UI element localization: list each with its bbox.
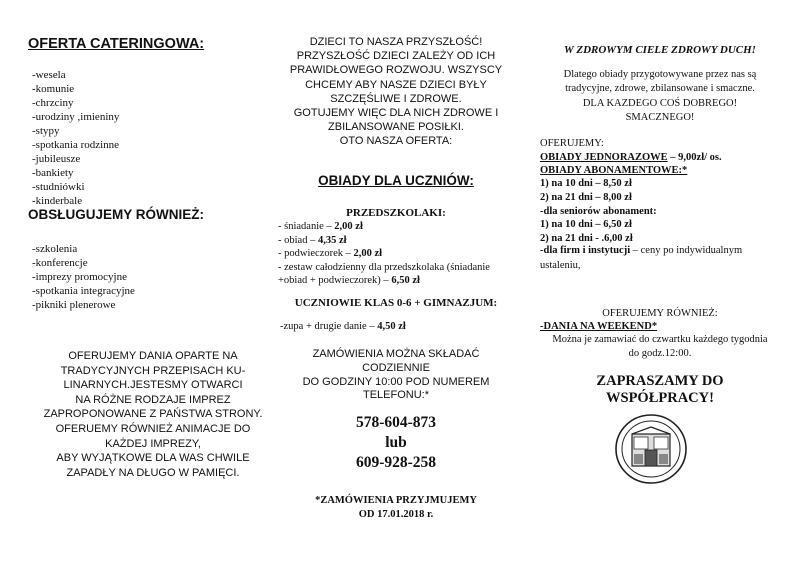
order-line: CODZIENNIE [362, 361, 430, 374]
preschool-item-price: 4,35 zł [317, 234, 347, 246]
subscription-item: 2) na 21 dni – 8,00 zł [540, 192, 632, 203]
occasion-item: -kinderbale [32, 195, 83, 207]
paragraph-line: KAŻDEJ IMPREZY, [105, 437, 201, 450]
intro-line: ZBILANSOWANE POSIŁKI. [328, 121, 464, 134]
children-intro [272, 35, 520, 149]
order-line: ZAMÓWIENIA MOŻNA SKŁADAĆ [312, 348, 480, 360]
preschool-item-text: - zestaw całodzienny dla przedszkolaka (śniadanie +obiad + podwieczorek) – [278, 261, 490, 287]
orders-note-line2: OD 17.01.2018 r. [358, 509, 434, 520]
single-lunch [540, 151, 790, 165]
service-item: -konferencje [32, 257, 88, 269]
occasions-list [32, 68, 119, 208]
paragraph-line: OFERUEMY RÓWNIEŻ ANIMACJE DO [55, 422, 251, 435]
single-lunch-label: OBIADY JEDNORAZOWE [540, 152, 668, 163]
preschool-item-price: 6,50 zł [391, 275, 420, 287]
students-title: UCZNIOWIE KLAS 0-6 + GIMNAZJUM: [294, 297, 498, 309]
preschool-item-text: - podwieczorek – [278, 248, 354, 260]
phone-or: lub [385, 434, 407, 451]
preschool-item-price: 2,00 zł [353, 248, 383, 260]
occasion-item: -bankiety [32, 167, 74, 179]
seniors-label: -dla seniorów abonament: [540, 206, 657, 217]
service-item: -szkolenia [32, 243, 78, 255]
intro-line: PRZYSZŁOŚĆ DZIECI ZALEŻY OD ICH [296, 50, 496, 63]
preschool-item [278, 261, 518, 288]
firms-info [540, 244, 785, 273]
order-info [272, 348, 520, 403]
preschool-list [278, 220, 518, 288]
occasion-item: -komunie [32, 83, 75, 95]
subscription-item: 1) na 10 dni – 8,50 zł [540, 178, 632, 189]
intro-line: SMACZNEGO! [625, 112, 695, 124]
subscription-label: OBIADY ABONAMENTOWE:* [540, 165, 688, 176]
intro-line: SZCZĘŚLIWE I ZDROWE. [330, 92, 462, 105]
occasion-item: -wesela [32, 69, 66, 81]
firms-label: -dla firm i instytucji [540, 245, 631, 256]
preschool-item-text: - śniadanie – [278, 221, 335, 232]
preschool-item [278, 220, 518, 234]
intro-line: tradycyjne, zdrowe, zbilansowane i smaczne. [565, 83, 755, 95]
invitation [530, 373, 790, 407]
orders-note-line1: *ZAMÓWIENIA PRZYJMUJEMY [315, 495, 477, 506]
students-item-price: 4,50 zł [377, 321, 406, 332]
paragraph-line: LINARNYCH.JESTESMY OTWARCI [63, 379, 243, 392]
weekend-line: do godz.12:00. [628, 348, 692, 359]
preschool-item-price: 2,00 zł [334, 221, 363, 232]
preschool-item [278, 234, 518, 248]
paragraph-line: ABY WYJĄTKOWE DLA WAS CHWILE [56, 452, 250, 465]
weekend-label: -DANIA NA WEEKEND* [540, 321, 658, 332]
seniors-item: 2) na 21 dni - .6,00 zł [540, 233, 633, 244]
intro-line: DLA KAZDEGO COŚ DOBREGO! [582, 97, 738, 109]
seniors-list [540, 218, 633, 246]
intro-line: PRAWIDŁOWEGO ROZWOJU. WSZYSCY [289, 64, 503, 77]
subscription-list [540, 177, 632, 205]
invitation-line1: ZAPRASZAMY DO [596, 373, 724, 389]
service-item: -pikniki plenerowe [32, 299, 116, 311]
occasion-item: -jubileusze [32, 153, 81, 165]
paragraph-line: OFERUJEMY DANIA OPARTE NA [68, 350, 238, 362]
single-lunch-price: – 9,00zł/ os. [667, 152, 722, 163]
order-line: DO GODZINY 10:00 POD NUMEREM [302, 375, 490, 388]
catering-title: OFERTA CATERINGOWA: [28, 36, 205, 52]
also-serve-list [32, 242, 135, 312]
restaurant-logo-icon [614, 412, 688, 486]
preschool-item-text: - obiad – [278, 234, 318, 246]
students-item-text: -zupa + drugie danie – [280, 321, 378, 332]
motto: W ZDROWYM CIELE ZDROWY DUCH! [564, 44, 756, 56]
intro-line: OTO NASZA OFERTA: [339, 135, 453, 148]
intro-line: GOTUJEMY WIĘC DLA NICH ZDROWE I [293, 107, 499, 120]
occasion-item: -studniówki [32, 181, 85, 193]
right-intro [530, 68, 790, 126]
invitation-line2: WSPÓŁPRACY! [606, 390, 714, 406]
intro-line: CHCEMY ABY NASZE DZIECI BYŁY [305, 78, 487, 91]
preschool-title: PRZEDSZKOLAKI: [346, 207, 446, 219]
paragraph-line: TRADYCYJNYCH PRZEPISACH KU- [60, 364, 246, 377]
occasion-item: -urodziny ,imieniny [32, 111, 120, 123]
students-item [280, 321, 520, 332]
also-serve-title: OBSŁUGUJEMY RÓWNIEŻ: [28, 207, 205, 222]
occasion-item: -spotkania rodzinne [32, 139, 120, 151]
paragraph-line: NA RÓŻNE RODZAJE IMPREZ [75, 393, 231, 406]
service-item: -imprezy promocyjne [32, 271, 127, 283]
student-lunch-title: OBIADY DLA UCZNIÓW: [318, 173, 474, 188]
paragraph-line: ZAPROPONOWANE Z PAŃSTWA STRONY. [43, 408, 263, 421]
seniors-item: 1) na 10 dni – 6,50 zł [540, 219, 632, 230]
paragraph-line: ZAPADŁY NA DŁUGO W PAMIĘCI. [66, 466, 240, 479]
phone-number-1[interactable]: 578-604-873 [355, 414, 437, 431]
preschool-item [278, 247, 518, 261]
offer-label: OFERUJEMY: [540, 138, 604, 149]
intro-line: Dlatego obiady przygotowywane przez nas są [563, 69, 757, 80]
occasion-item: -chrzciny [32, 97, 74, 109]
offer-paragraph [28, 349, 278, 480]
also-offer-label: OFERUJEMY RÓWNIEŻ: [602, 308, 718, 319]
occasion-item: -stypy [32, 125, 60, 137]
firms-text: – ceny po indywidualnym ustaleniu, [540, 245, 743, 271]
weekend-line: Można je zamawiać do czwartku każdego tygodnia [552, 334, 768, 345]
intro-line: DZIECI TO NASZA PRZYSZŁOŚĆ! [309, 36, 483, 48]
weekend-info [530, 333, 790, 361]
phone-number-2[interactable]: 609-928-258 [355, 454, 437, 471]
order-line: TELEFONU:* [362, 389, 429, 402]
service-item: -spotkania integracyjne [32, 285, 135, 297]
